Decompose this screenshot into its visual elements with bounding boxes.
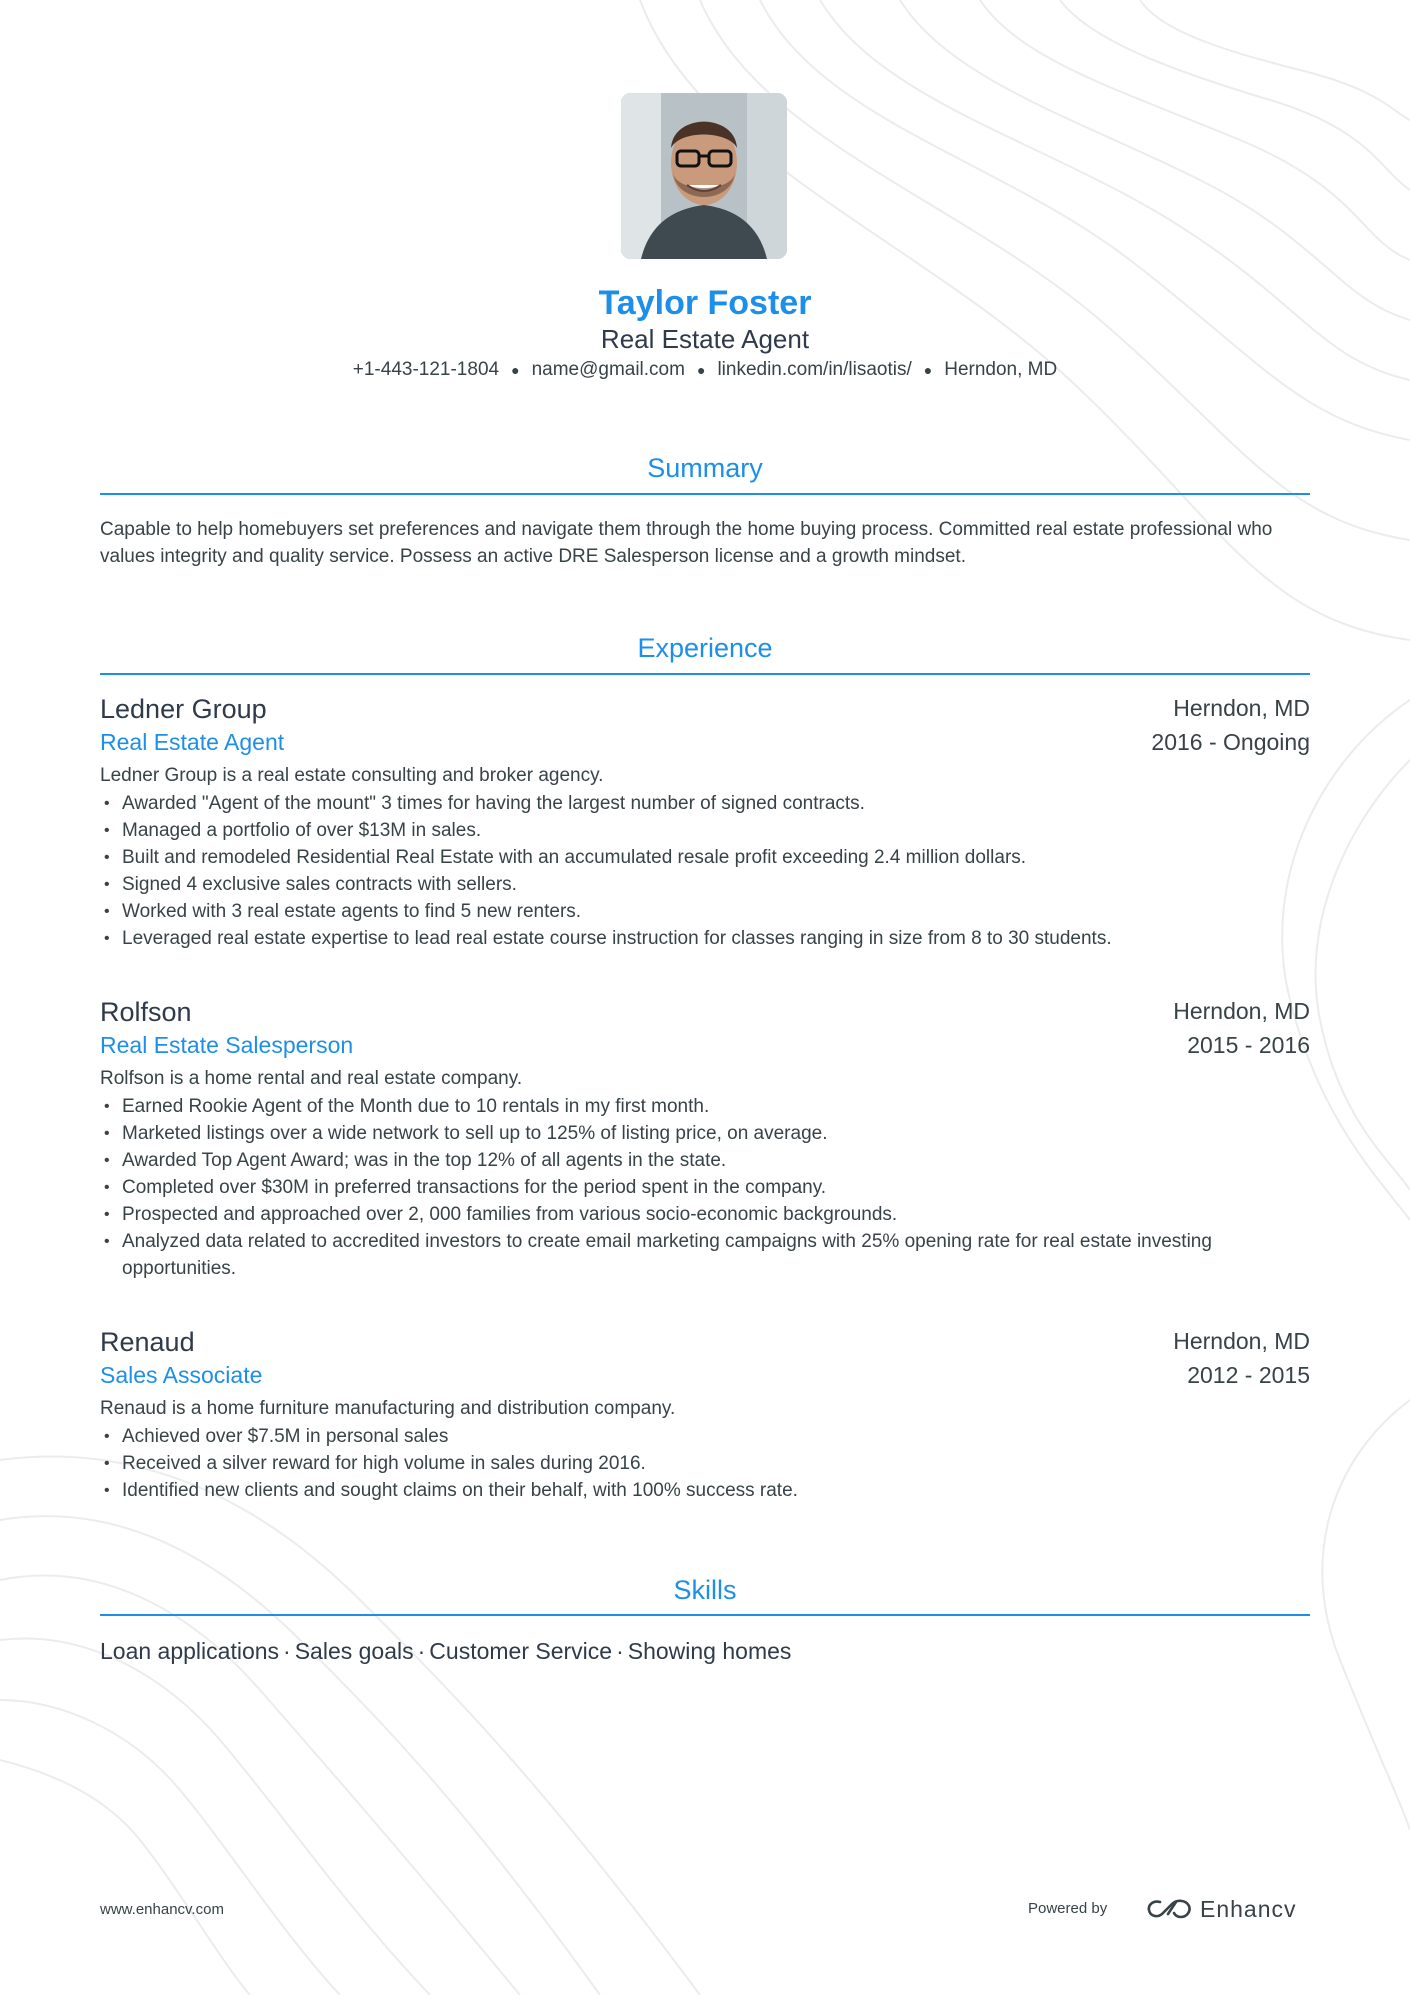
- bullet-item: • Completed over $30M in preferred transactions for the period spent in the company.: [100, 1174, 1310, 1201]
- linkedin: linkedin.com/in/lisaotis/: [717, 359, 912, 381]
- company-name: Ledner Group: [100, 694, 267, 724]
- job-location: Herndon, MD: [1173, 695, 1310, 721]
- bullet-item: • Earned Rookie Agent of the Month due to 10 rentals in my first month.: [100, 1093, 1310, 1120]
- bullet-item: • Identified new clients and sought claims on their behalf, with 100% success rate.: [100, 1477, 1310, 1504]
- bullet-item: • Prospected and approached over 2, 000 families from various socio-economic backgrounds.: [100, 1201, 1310, 1228]
- separator-dot: ●: [696, 362, 706, 378]
- candidate-name: Taylor Foster: [598, 284, 812, 322]
- contact-info: [100, 358, 1310, 382]
- job-dates: 2015 - 2016: [1187, 1032, 1310, 1058]
- bullet-item: • Awarded "Agent of the mount" 3 times for having the largest number of signed contracts.: [100, 790, 1310, 817]
- section-title-skills: Skills: [673, 1575, 737, 1605]
- bullet-item: • Awarded Top Agent Award; was in the top 12% of all agents in the state.: [100, 1147, 1310, 1174]
- company-name: Rolfson: [100, 997, 192, 1027]
- bullet-item: • Marketed listings over a wide network to sell up to 125% of listing price, on average.: [100, 1120, 1310, 1147]
- bullet-item: • Built and remodeled Residential Real Estate with an accumulated resale profit exceeding 2.4 million dollars.: [100, 844, 1310, 871]
- skill-item: Sales goals: [294, 1638, 414, 1664]
- section-rule: [100, 673, 1310, 675]
- job-location: Herndon, MD: [1173, 1328, 1310, 1354]
- brand-name: Enhancv: [1200, 1895, 1297, 1922]
- bullet-item: • Worked with 3 real estate agents to find 5 new renters.: [100, 898, 1310, 925]
- job-dates: 2016 - Ongoing: [1151, 729, 1310, 755]
- job-location: Herndon, MD: [1173, 998, 1310, 1024]
- separator-dot: ●: [511, 362, 520, 378]
- job-bullets: [100, 1423, 1310, 1504]
- bullet-item: • Signed 4 exclusive sales contracts with sellers.: [100, 871, 1310, 898]
- summary-text: Capable to help homebuyers set preferences and navigate them through the home buying process. Committed real estate professional who values integrity and quality service. Possess an active DRE Salesperson license and a growth mindset.: [100, 519, 1273, 567]
- job-bullets: [100, 1093, 1310, 1282]
- job-description: Ledner Group is a real estate consulting and broker agency.: [100, 765, 604, 786]
- skills-list: [100, 1635, 791, 1667]
- bullet-item: • Leveraged real estate expertise to lead real estate course instruction for classes ranging in size from 8 to 30 students.: [100, 925, 1310, 952]
- powered-by-label: Powered by: [1028, 1900, 1108, 1917]
- section-rule: [100, 1614, 1310, 1616]
- job-description: Rolfson is a home rental and real estate company.: [100, 1068, 523, 1089]
- section-rule: [100, 493, 1310, 495]
- skill-item: Customer Service: [429, 1638, 613, 1664]
- separator-dot: ●: [923, 362, 933, 378]
- footer-website-link[interactable]: www.enhancv.com: [100, 1901, 224, 1918]
- job-dates: 2012 - 2015: [1187, 1362, 1310, 1388]
- section-title-experience: Experience: [637, 633, 773, 663]
- phone: +1-443-121-1804: [352, 359, 500, 381]
- candidate-title: Real Estate Agent: [600, 324, 810, 354]
- separator-dot: ·: [417, 1638, 426, 1664]
- job-position: Real Estate Agent: [100, 729, 285, 755]
- email: name@gmail.com: [531, 359, 685, 381]
- skill-item: Showing homes: [627, 1638, 792, 1664]
- job-position: Sales Associate: [100, 1362, 263, 1388]
- bullet-item: • Achieved over $7.5M in personal sales: [100, 1423, 1310, 1450]
- skill-item: Loan applications: [100, 1638, 280, 1664]
- job-description: Renaud is a home furniture manufacturing and distribution company.: [100, 1398, 676, 1419]
- bullet-item: • Received a silver reward for high volume in sales during 2016.: [100, 1450, 1310, 1477]
- enhancv-brand[interactable]: [1146, 1892, 1297, 1926]
- profile-photo: [621, 93, 787, 259]
- separator-dot: ·: [616, 1638, 624, 1664]
- bullet-item: • Managed a portfolio of over $13M in sales.: [100, 817, 1310, 844]
- company-name: Renaud: [100, 1327, 195, 1357]
- separator-dot: ·: [283, 1638, 291, 1664]
- job-bullets: [100, 790, 1310, 952]
- job-position: Real Estate Salesperson: [100, 1032, 354, 1058]
- bullet-item: • Analyzed data related to accredited investors to create email marketing campaigns with 25% opening rate for real estate investing opportunities.: [100, 1228, 1310, 1282]
- section-title-summary: Summary: [647, 453, 763, 483]
- enhancv-logo-icon: [1146, 1897, 1192, 1921]
- location: Herndon, MD: [944, 359, 1058, 381]
